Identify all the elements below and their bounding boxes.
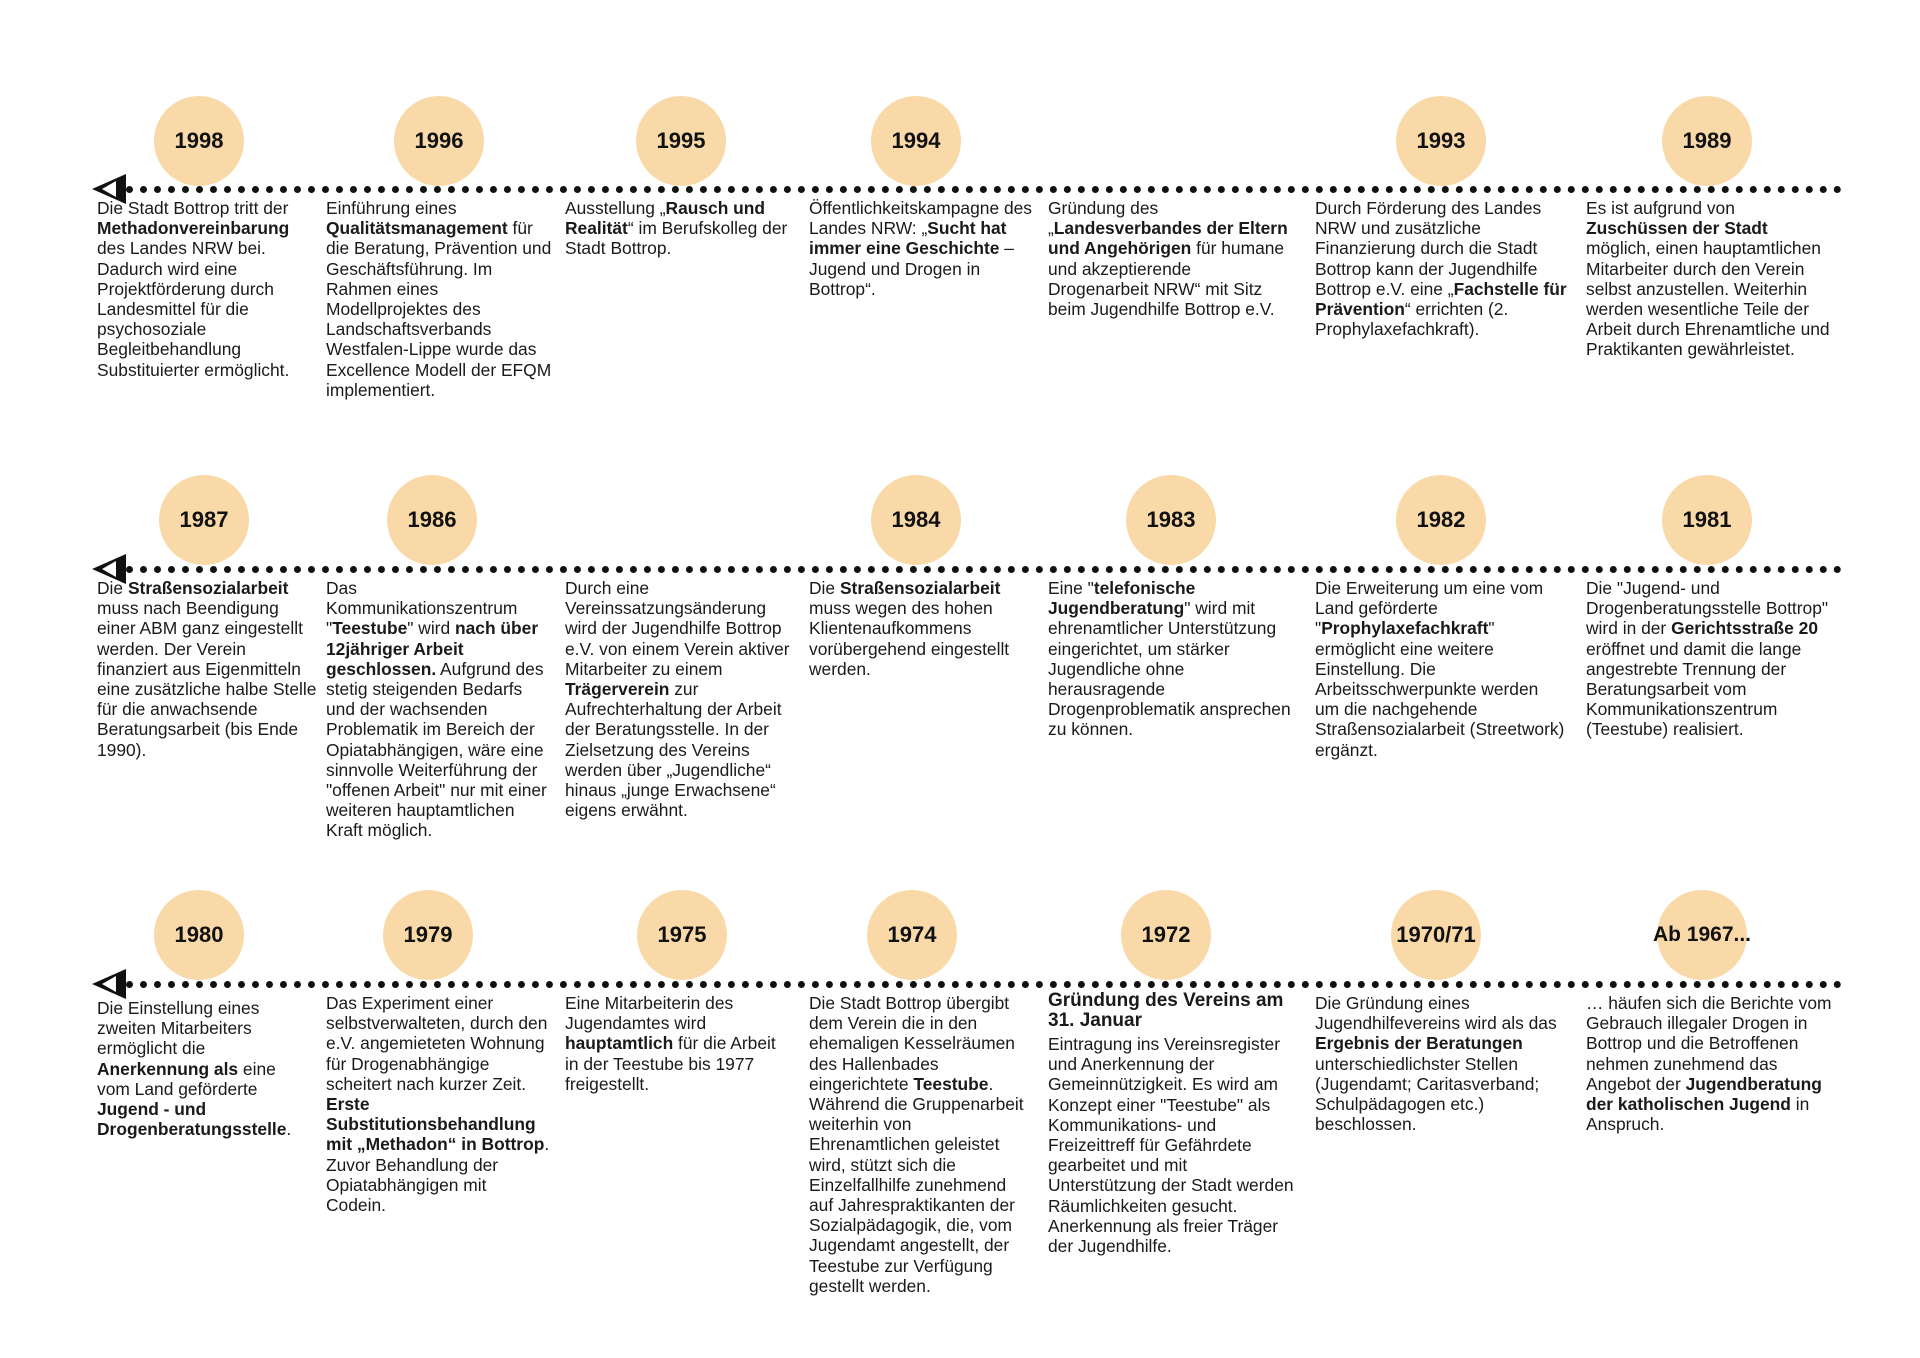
event-description: Die Straßensozialarbeit muss wegen des hohen Klientenaufkommens vorübergehend eingestellt werden.	[809, 578, 1010, 679]
year-node	[1396, 96, 1486, 186]
year-label: 1998	[174, 128, 224, 153]
year-label: 1982	[1416, 507, 1466, 532]
year-node	[154, 890, 244, 980]
event-description: Gründung des Vereins am 31. Januar Eintragung ins Vereinsregister und Anerkennung der Gemeinnützigkeit. Es wird am Konzept einer "Teestube" als Kommunikations- und Freizeittreff für Gefährdete gearbeitet und mit Unterstützung der Stadt werden Räumlichkeiten gesucht. Anerkennung als freier Träger der Jugendhilfe.	[1048, 990, 1294, 1257]
year-node	[871, 475, 961, 565]
year-label: 1980	[174, 922, 224, 947]
year-label: 1981	[1682, 507, 1732, 532]
event-description: Öffentlichkeitskampagne des Landes NRW: „Sucht hat immer eine Geschichte – Jugend und Drogen in Bottrop“.	[809, 198, 1032, 299]
year-node	[637, 890, 727, 980]
year-label: 1987	[179, 507, 229, 532]
founding-heading: Gründung des Vereins am 31. Januar	[1048, 990, 1284, 1031]
year-node	[394, 96, 484, 186]
event-description: Die Einstellung eines zweiten Mitarbeiters ermöglicht die Anerkennung als eine vom Land geförderte Jugend - und Drogenberatungsstelle.	[97, 998, 292, 1140]
event-description: Das Experiment einer selbstverwalteten, durch den e.V. angemieteten Wohnung für Drogenabhängige scheitert nach kurzer Zeit. Erste Substitutionsbehandlung mit „Methadon“ in Bottrop. Zuvor Behandlung der Opiatabhängigen mit Codein.	[326, 993, 550, 1216]
event-description: Die "Jugend- und Drogenberatungsstelle Bottrop" wird in der Gerichtsstraße 20 eröffnet und damit die lange angestrebte Trennung der Beratungsarbeit vom Kommunikationszentrum (Teestube) realisiert.	[1586, 578, 1829, 740]
year-label: 1995	[656, 128, 706, 153]
year-label: 1993	[1416, 128, 1466, 153]
year-node	[154, 96, 244, 186]
timeline-line	[112, 981, 1842, 988]
event-description: Eine Mitarbeiterin des Jugendamtes wird hauptamtlich für die Arbeit in der Teestube bis 1977 freigestellt.	[565, 993, 776, 1094]
year-node	[867, 890, 957, 980]
year-label: 1974	[887, 922, 937, 947]
year-label: 1975	[657, 922, 707, 947]
year-label: 1986	[407, 507, 457, 532]
timeline-row-1	[0, 0, 1920, 420]
event-description: Gründung des „Landesverbandes der Eltern und Angehörigen für humane und akzeptierende Drogenarbeit NRW“ mit Sitz beim Jugendhilfe Bottrop e.V.	[1048, 198, 1288, 320]
timeline-row-2	[0, 380, 1920, 841]
year-label: 1984	[891, 507, 941, 532]
event-description: Durch Förderung des Landes NRW und zusätzliche Finanzierung durch die Stadt Bottrop kann der Jugendhilfe Bottrop e.V. eine „Fachstelle für Prävention“ errichten (2. Prophylaxefachkraft).	[1315, 198, 1567, 340]
timeline-line	[112, 566, 1842, 573]
event-description: Ausstellung „Rausch und Realität“ im Berufskolleg der Stadt Bottrop.	[565, 198, 788, 259]
timeline-row-3	[0, 795, 1920, 1296]
event-description: Es ist aufgrund von Zuschüssen der Stadt möglich, einen hauptamtlichen Mitarbeiter durch den Verein selbst anzustellen. Weiterhin werden wesentliche Teile der Arbeit durch Ehrenamtliche und Praktikanten gewährleistet.	[1586, 198, 1830, 360]
year-node	[1121, 890, 1211, 980]
year-label: Ab 1967...	[1652, 923, 1752, 946]
event-description: Einführung eines Qualitätsmanagement für die Beratung, Prävention und Geschäftsführung. Im Rahmen eines Modellprojektes des Landschaftsverbands Westfalen-Lippe wurde das Excellence Modell der EFQM implementiert.	[326, 198, 552, 400]
timeline-line	[112, 186, 1842, 193]
year-label: 1970/71	[1396, 922, 1476, 947]
year-node	[1396, 475, 1486, 565]
year-node	[1391, 890, 1481, 980]
year-label: 1996	[414, 128, 464, 153]
event-description: … häufen sich die Berichte vom Gebrauch illegaler Drogen in Bottrop und die Betroffenen nehmen zunehmend das Angebot der Jugendberatung der katholischen Jugend in Anspruch.	[1586, 993, 1832, 1135]
year-node	[871, 96, 961, 186]
arrow-left-icon	[92, 969, 126, 999]
year-node	[1662, 475, 1752, 565]
event-description: Das Kommunikationszentrum "Teestube" wird nach über 12jähriger Arbeit geschlossen. Aufgrund des stetig steigenden Bedarfs und der wachsenden Problematik im Bereich der Opiatabhängigen, wäre eine sinnvolle Weiterführung der "offenen Arbeit" nur mit einer weiteren hauptamtlichen Kraft möglich.	[326, 578, 547, 841]
event-description: Die Stadt Bottrop übergibt dem Verein die in den ehemaligen Kesselräumen des Hallenbades eingerichtete Teestube. Während die Gruppenarbeit weiterhin von Ehrenamtlichen geleistet wird, stützt sich die Einzelfallhilfe zunehmend auf Jahrespraktikanten der Sozialpädagogik, die, vom Jugendamt angestellt, der Teestube zur Verfügung gestellt werden.	[809, 993, 1024, 1296]
year-node	[1126, 475, 1216, 565]
year-label: 1989	[1682, 128, 1732, 153]
year-node	[636, 96, 726, 186]
event-description: Die Gründung eines Jugendhilfevereins wird als das Ergebnis der Beratungen unterschiedlichster Stellen (Jugendamt; Caritasverband; Schulpädagogen etc.) beschlossen.	[1315, 993, 1557, 1135]
event-description: Durch eine Vereinssatzungsänderung wird der Jugendhilfe Bottrop e.V. von einem Verein aktiver Mitarbeiter zu einem Trägerverein zur Aufrechterhaltung der Arbeit der Beratungsstelle. In der Zielsetzung des Vereins werden über „Jugendliche“ hinaus „junge Erwachsene“ eigens erwähnt.	[565, 578, 790, 821]
year-node	[387, 475, 477, 565]
year-label: 1983	[1146, 507, 1196, 532]
event-description: Die Straßensozialarbeit muss nach Beendigung einer ABM ganz eingestellt werden. Der Verein finanziert aus Eigenmitteln eine zusätzliche halbe Stelle für die anwachsende Beratungsarbeit (bis Ende 1990).	[97, 578, 317, 760]
year-node	[383, 890, 473, 980]
event-description: Die Erweiterung um eine vom Land geförderte "Prophylaxefachkraft" ermöglicht eine weitere Einstellung. Die Arbeitsschwerpunkte werden um die nachgehende Straßensozialarbeit (Streetwork) ergänzt.	[1315, 578, 1565, 760]
year-node	[1652, 890, 1752, 980]
event-description: Die Stadt Bottrop tritt der Methadonvereinbarung des Landes NRW bei. Dadurch wird eine Projektförderung durch Landesmittel für die psychosoziale Begleitbehandlung Substituierter ermöglicht.	[97, 198, 290, 380]
year-label: 1994	[891, 128, 941, 153]
year-label: 1979	[403, 922, 453, 947]
event-description: Eine "telefonische Jugendberatung" wird mit ehrenamtlicher Unterstützung eingerichtet, um stärker Jugendliche ohne herausragende Drogenproblematik ansprechen zu können.	[1048, 578, 1291, 740]
year-node	[159, 475, 249, 565]
year-label: 1972	[1141, 922, 1191, 947]
year-node	[1662, 96, 1752, 186]
